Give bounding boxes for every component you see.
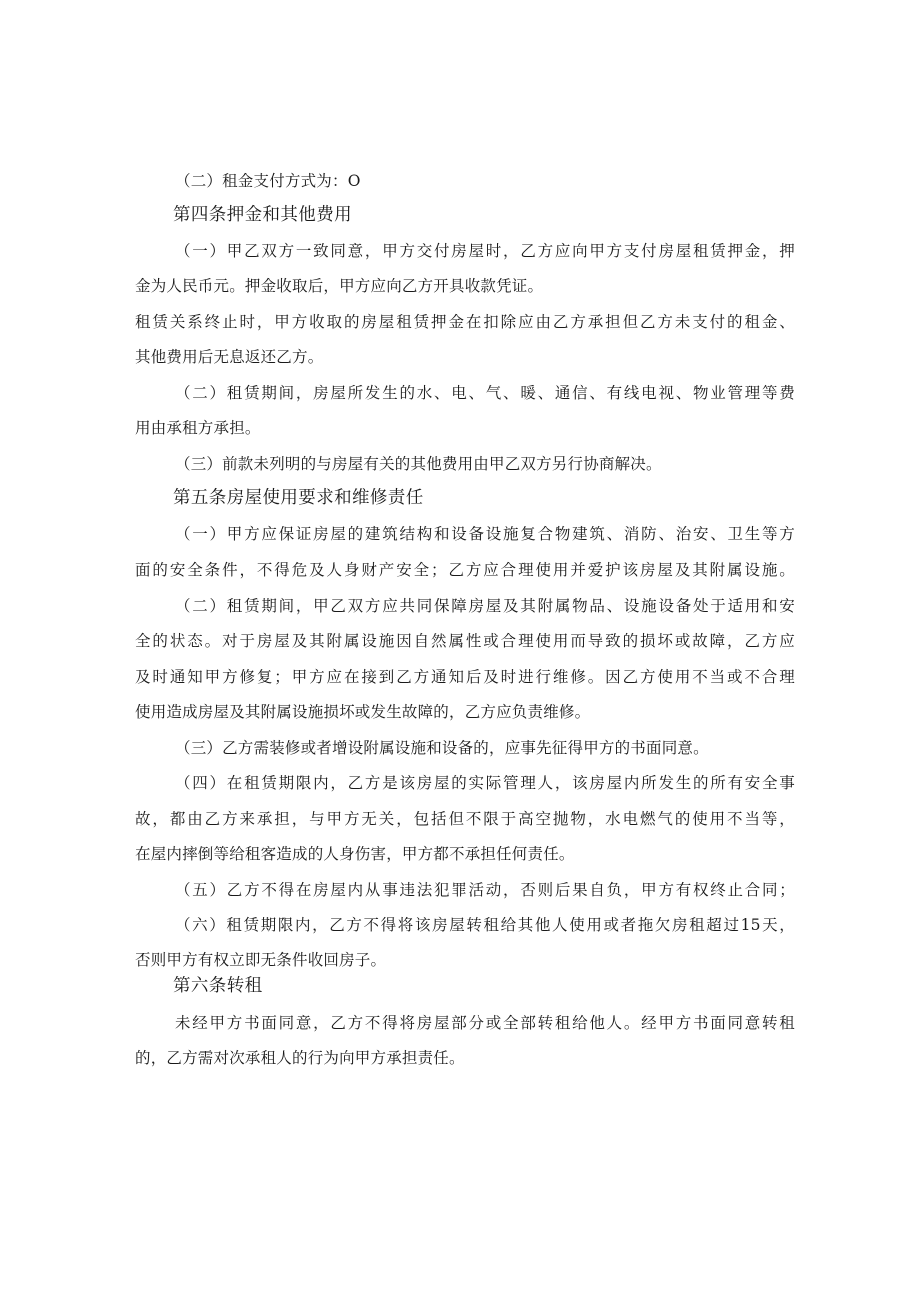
paragraph-line: （一）甲乙双方一致同意，甲方交付房屋时，乙方应向甲方支付房屋租赁押金，押	[175, 242, 795, 260]
article-6-heading: 第六条转租	[173, 976, 263, 996]
paragraph-line: （三）乙方需装修或者增设附属设施和设备的，应事先征得甲方的书面同意。	[175, 739, 709, 757]
paragraph-line: 在屋内摔倒等给租客造成的人身伤害，甲方都不承担任何责任。	[135, 845, 575, 863]
paragraph-line: 其他费用后无息返还乙方。	[135, 348, 324, 366]
paragraph-line: 未经甲方书面同意，乙方不得将房屋部分或全部转租给他人。经甲方书面同意转租	[175, 1014, 795, 1032]
paragraph-line: 使用造成房屋及其附属设施损坏或发生故障的，乙方应负责维修。	[135, 703, 591, 721]
article-4-heading: 第四条押金和其他费用	[173, 205, 352, 225]
paragraph-line: 用由承租方承担。	[135, 419, 261, 437]
paragraph-line: （一）甲方应保证房屋的建筑结构和设备设施复合物建筑、消防、治安、卫生等方	[175, 525, 795, 543]
paragraph-line: （四）在租赁期限内，乙方是该房屋的实际管理人，该房屋内所发生的所有安全事	[175, 774, 795, 792]
paragraph-line: 故，都由乙方来承担，与甲方无关，包括但不限于高空抛物，水电燃气的使用不当等，	[135, 810, 795, 828]
clause-4-2-payment-method: （二）租金支付方式为：O	[175, 172, 361, 190]
paragraph-line: （二）租赁期间，房屋所发生的水、电、气、暖、通信、有线电视、物业管理等费	[175, 384, 795, 402]
paragraph-line: （六）租赁期限内，乙方不得将该房屋转租给其他人使用或者拖欠房租超过15天，	[175, 916, 795, 934]
paragraph-line: （二）租赁期间，甲乙双方应共同保障房屋及其附属物品、设施设备处于适用和安	[175, 597, 795, 615]
paragraph-line: 金为人民币元。押金收取后，甲方应向乙方开具收款凭证。	[135, 277, 544, 295]
paragraph-line: 的，乙方需对次承租人的行为向甲方承担责任。	[135, 1049, 465, 1067]
paragraph-line: 面的安全条件，不得危及人身财产安全；乙方应合理使用并爱护该房屋及其附属设施。	[135, 561, 795, 579]
paragraph-line: （五）乙方不得在房屋内从事违法犯罪活动，否则后果自负，甲方有权终止合同；	[175, 881, 795, 899]
paragraph-line: （三）前款未列明的与房屋有关的其他费用由甲乙双方另行协商解决。	[175, 455, 662, 473]
paragraph-line: 及时通知甲方修复；甲方应在接到乙方通知后及时进行维修。因乙方使用不当或不合理	[135, 668, 795, 686]
paragraph-line: 全的状态。对于房屋及其附属设施因自然属性或合理使用而导致的损坏或故障，乙方应	[135, 632, 795, 650]
paragraph-line: 否则甲方有权立即无条件收回房子。	[135, 951, 387, 969]
article-5-heading: 第五条房屋使用要求和维修责任	[173, 488, 424, 508]
paragraph-line: 租赁关系终止时，甲方收取的房屋租赁押金在扣除应由乙方承担但乙方未支付的租金、	[135, 313, 795, 331]
